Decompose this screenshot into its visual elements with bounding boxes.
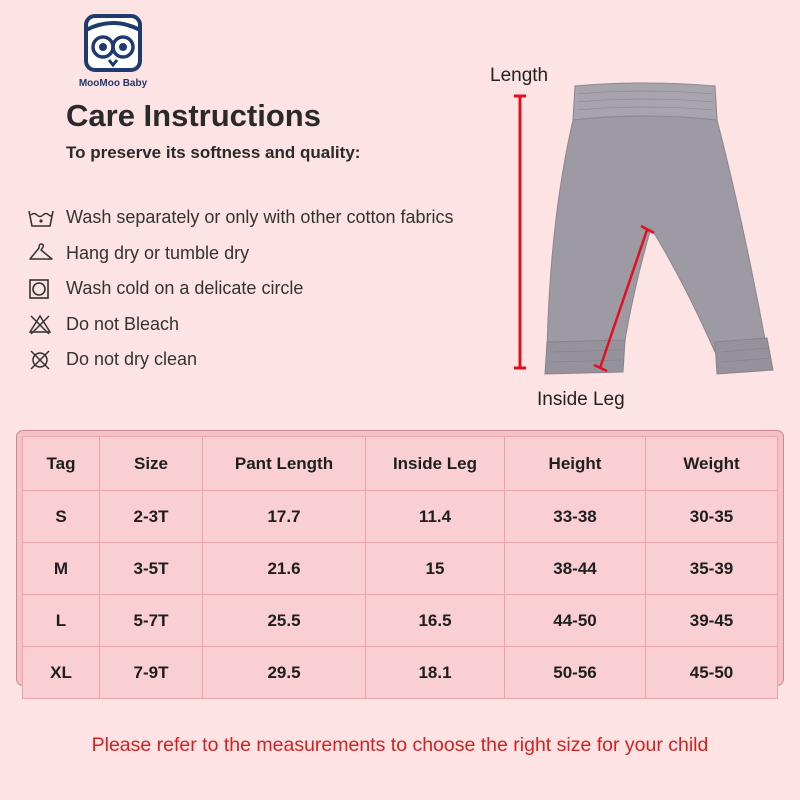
pants-illustration bbox=[547, 90, 767, 354]
pants-cuff-left bbox=[545, 340, 625, 374]
inside-leg-label: Inside Leg bbox=[537, 389, 625, 410]
table-cell: 35-39 bbox=[646, 543, 778, 595]
table-row bbox=[23, 491, 778, 543]
table-cell: 18.1 bbox=[366, 647, 505, 699]
table-cell: S bbox=[23, 491, 100, 543]
brand-name: MooMoo Baby bbox=[78, 78, 148, 89]
tumble-dry-icon bbox=[28, 278, 66, 300]
pants-waistband bbox=[573, 83, 717, 120]
table-cell: M bbox=[23, 543, 100, 595]
table-cell: 21.6 bbox=[203, 543, 366, 595]
column-header-inside-leg: Inside Leg bbox=[366, 437, 505, 491]
no-dry-clean-icon bbox=[28, 349, 66, 371]
length-label: Length bbox=[490, 65, 549, 86]
table-cell: 11.4 bbox=[366, 491, 505, 543]
table-cell: 38-44 bbox=[505, 543, 646, 595]
care-item-wash bbox=[28, 200, 454, 236]
care-item-label: Wash separately or only with other cotton fabrics bbox=[66, 207, 454, 228]
table-row bbox=[23, 595, 778, 647]
table-cell: 25.5 bbox=[203, 595, 366, 647]
table-cell: 2-3T bbox=[100, 491, 203, 543]
column-header-height: Height bbox=[505, 437, 646, 491]
owl-logo-icon bbox=[82, 12, 144, 74]
table-cell: 29.5 bbox=[203, 647, 366, 699]
table-cell: 30-35 bbox=[646, 491, 778, 543]
care-item-label: Do not dry clean bbox=[66, 349, 198, 370]
care-item-label: Do not Bleach bbox=[66, 313, 180, 334]
brand-logo bbox=[68, 12, 158, 92]
size-table bbox=[22, 436, 778, 699]
column-header-tag: Tag bbox=[23, 437, 100, 491]
care-item-dry bbox=[28, 236, 454, 272]
pants-diagram bbox=[505, 80, 795, 390]
size-chart bbox=[16, 430, 784, 686]
care-instructions-list bbox=[28, 200, 454, 378]
size-advice-note: Please refer to the measurements to choose the right size for your child bbox=[91, 734, 709, 756]
length-measure-line bbox=[514, 96, 526, 368]
pants-cuff-right bbox=[715, 338, 773, 374]
column-header-size: Size bbox=[100, 437, 203, 491]
table-cell: L bbox=[23, 595, 100, 647]
no-bleach-icon bbox=[28, 313, 66, 335]
table-cell: 16.5 bbox=[366, 595, 505, 647]
table-cell: 17.7 bbox=[203, 491, 366, 543]
column-header-weight: Weight bbox=[646, 437, 778, 491]
table-cell: 45-50 bbox=[646, 647, 778, 699]
table-cell: 15 bbox=[366, 543, 505, 595]
table-cell: 33-38 bbox=[505, 491, 646, 543]
care-item-dry-clean bbox=[28, 342, 454, 378]
column-header-pant-length: Pant Length bbox=[203, 437, 366, 491]
hanger-icon bbox=[28, 243, 66, 263]
table-cell: 7-9T bbox=[100, 647, 203, 699]
care-item-cold bbox=[28, 271, 454, 307]
table-row bbox=[23, 647, 778, 699]
care-item-label: Hang dry or tumble dry bbox=[66, 242, 250, 263]
page-subtitle: To preserve its softness and quality: bbox=[66, 143, 361, 162]
care-item-label: Wash cold on a delicate circle bbox=[66, 278, 304, 299]
table-cell: 44-50 bbox=[505, 595, 646, 647]
table-cell: 5-7T bbox=[100, 595, 203, 647]
care-item-bleach bbox=[28, 307, 454, 343]
wash-basin-icon bbox=[28, 208, 66, 228]
table-cell: 50-56 bbox=[505, 647, 646, 699]
table-row bbox=[23, 543, 778, 595]
table-cell: XL bbox=[23, 647, 100, 699]
table-cell: 39-45 bbox=[646, 595, 778, 647]
table-cell: 3-5T bbox=[100, 543, 203, 595]
page-title: Care Instructions bbox=[66, 98, 321, 133]
table-header-row bbox=[23, 437, 778, 491]
